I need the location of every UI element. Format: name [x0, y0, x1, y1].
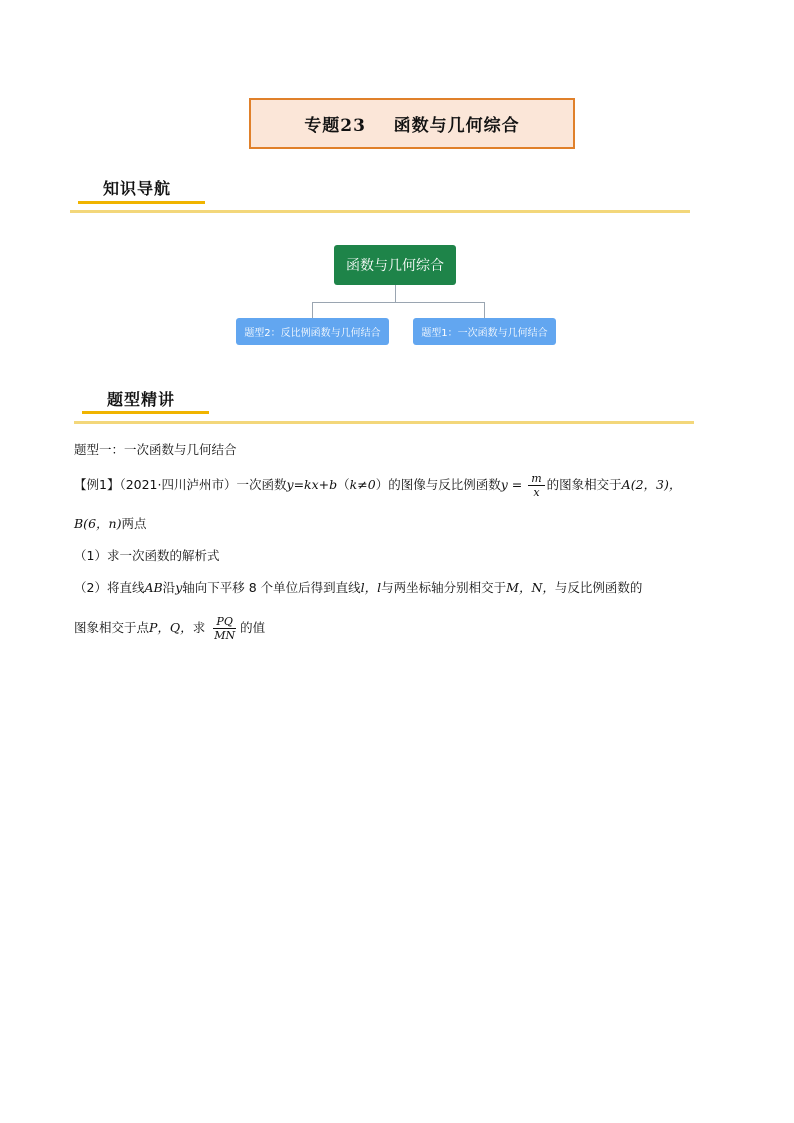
type-heading: 题型一：一次函数与几何结合: [74, 442, 237, 457]
lecture-heading-underline: [82, 411, 209, 414]
linear-function-equation: y=kx+b: [286, 477, 338, 492]
question-text: 的值: [240, 620, 266, 635]
inverse-function-lhs: y =: [500, 477, 523, 492]
example-1-line-2: [74, 515, 146, 533]
point-b: B(6，n): [74, 516, 122, 531]
question-2-line-2: [74, 615, 265, 642]
nav-heading-underline: [78, 201, 205, 204]
fraction-numerator: m: [528, 472, 544, 486]
question-text: 求: [192, 620, 206, 635]
question-2-line-1: [74, 579, 642, 597]
question-text: 与两坐标轴分别相交于: [381, 580, 507, 595]
section-heading-nav: 知识导航: [103, 179, 172, 198]
y-axis-symbol: y: [175, 580, 183, 595]
example-tag: 【例1】: [74, 477, 120, 492]
nav-divider-rule: [70, 210, 690, 213]
mindmap-child-node-type2: 题型2：反比例函数与几何结合: [236, 318, 389, 345]
nonzero-condition: k≠0: [349, 477, 376, 492]
line-l: l，: [360, 580, 378, 595]
document-title: [249, 98, 575, 149]
title-topic-name: 函数与几何综合: [393, 116, 520, 136]
mindmap-connector-stem: [395, 285, 396, 302]
question-text: 与反比例函数的: [554, 580, 643, 595]
mindmap-child-node-type1: 题型1：一次函数与几何结合: [413, 318, 556, 345]
line-l: l: [377, 580, 382, 595]
mindmap-connector-left: [312, 302, 313, 318]
example-text: 的图像与反比例函数: [388, 477, 501, 492]
inverse-function-fraction: [528, 472, 544, 499]
lecture-divider-rule: [74, 421, 694, 424]
question-text: 轴向下平移 8 个单位后得到直线: [182, 580, 361, 595]
paren: （: [337, 477, 350, 492]
paren: ）: [375, 477, 389, 492]
question-text: 图象相交于点: [74, 620, 150, 635]
fraction-denominator: x: [533, 486, 540, 499]
points-m-n: M，N，: [506, 580, 555, 595]
point-a: A(2，3)，: [621, 477, 682, 492]
question-text: 沿: [162, 580, 176, 595]
mindmap-connector-right: [484, 302, 485, 318]
fraction-denominator: MN: [214, 629, 236, 642]
title-topic-number: 专题23: [304, 116, 366, 136]
points-p-q: P，Q，: [149, 620, 193, 635]
fraction-numerator: PQ: [213, 615, 235, 629]
example-1-line-1: [74, 472, 681, 499]
section-heading-lecture: 题型精讲: [107, 390, 176, 409]
ratio-fraction: [211, 615, 238, 642]
question-text: （2）将直线: [74, 580, 145, 595]
example-text: 两点: [121, 516, 147, 531]
example-source: （2021·四川泸州市）: [119, 477, 237, 492]
question-1: （1）求一次函数的解析式: [74, 548, 220, 563]
line-ab: AB: [144, 580, 163, 595]
example-text: 一次函数: [236, 477, 287, 492]
example-text: 的图象相交于: [546, 477, 622, 492]
mindmap-connector-bar: [312, 302, 484, 303]
mindmap-root-node: 函数与几何综合: [334, 245, 456, 285]
